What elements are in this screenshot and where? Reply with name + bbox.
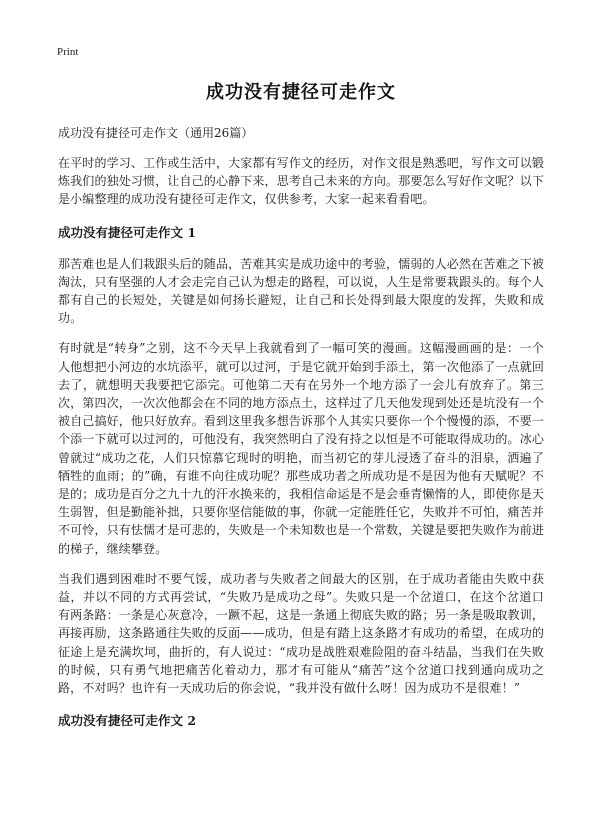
section-1-paragraph-3: 当我们遇到困难时不要气馁，成功者与失败者之间最大的区别，在于成功者能由失败中获益，并以不同的方式再尝试，“失败乃是成功之母”。失败只是一个岔道口，在这个岔道口有两条路：一条是心灰意冷，一蹶不起，这是一条通上彻底失败的路；另一条是吸取教训，再接再励，这条路通往失败的反面——成功，但是有踏上这条路才有成功的希望，在成功的征途上是充满坎坷，曲折的，有人说过：“成功是战胜艰难险阻的奋斗结晶，当我们在失败的时候，只有勇气地把痛苦化着动力，那才有可能从“痛苦”这个岔道口找到通向成功之路，不对吗？也许有一天成功后的你会说，“我并没有做什么呀！因为成功不是很难！” [58, 571, 545, 696]
document-body [58, 70, 544, 731]
section-heading-1: 成功没有捷径可走作文 1 [58, 224, 197, 240]
section-heading-2: 成功没有捷径可走作文 2 [58, 713, 197, 729]
document-title: 成功没有捷径可走作文 [206, 82, 396, 103]
print-link[interactable]: Print [57, 46, 79, 58]
document-subtitle: 成功没有捷径可走作文（通用26篇） [58, 126, 254, 140]
intro-paragraph: 在平时的学习、工作或生活中，大家都有写作文的经历，对作文很是熟悉吧，写作文可以锻炼我们的独处习惯，让自己的心静下来，思考自己未来的方向。那要怎么写好作文呢？以下是小编整理的成功没有捷径可走作文，仅供参考，大家一起来看看吧。 [58, 156, 545, 207]
section-1-paragraph-2: 有时就是“转身”之别，这不今天早上我就看到了一幅可笑的漫画。这幅漫画画的是：一个人他想把小河边的水坑添平，就可以过河，于是它就开始到手添土，第一次他添了一点就回去了，就想明天我要把它添完。可他第二天有在另外一个地方添了一会儿有放弃了。第三次，第四次，一次次他都会在不同的地方添点土，这样过了几天他发现到处还是坑没有一个被自己搞好，他只好放弃。看到这里我多想告诉那个人其实只要你一个个慢慢的添，不要一个添一下就可以过河的，可他没有，我突然明白了没有持之以恒是不可能取得成功的。冰心曾就过“成功之花，人们只惊慕它现时的明艳，而当初它的芽儿浸透了奋斗的泪泉，洒遍了牺牲的血雨；的”确，有谁不向往成功呢？那些成功者之所成功是不是因为他有天赋呢？不是的；成功是百分之九十九的汗水换来的，我相信命运是不是会垂青懒惰的人，即使你是天生弱智，但是勤能补拙，只要你坚信能做的事，你就一定能胜任它，失败并不可怕，痛苦并不可怜，只有怯懦才是可悲的，失败是一个未知数也是一个常数，关键是要把失败作为前进的梯子，继续攀登。 [58, 341, 545, 556]
section-1-paragraph-1: 那苦难也是人们栽跟头后的随品，苦难其实是成功途中的考验，懦弱的人必然在苦难之下被淘汰，只有坚强的人才会走完自己认为想走的路程，可以说，人生是常要栽跟头的。每个人都有自己的长短处，关键是如何扬长避短，让自己和长处得到最大限度的发挥，失败和成功。 [58, 256, 545, 326]
